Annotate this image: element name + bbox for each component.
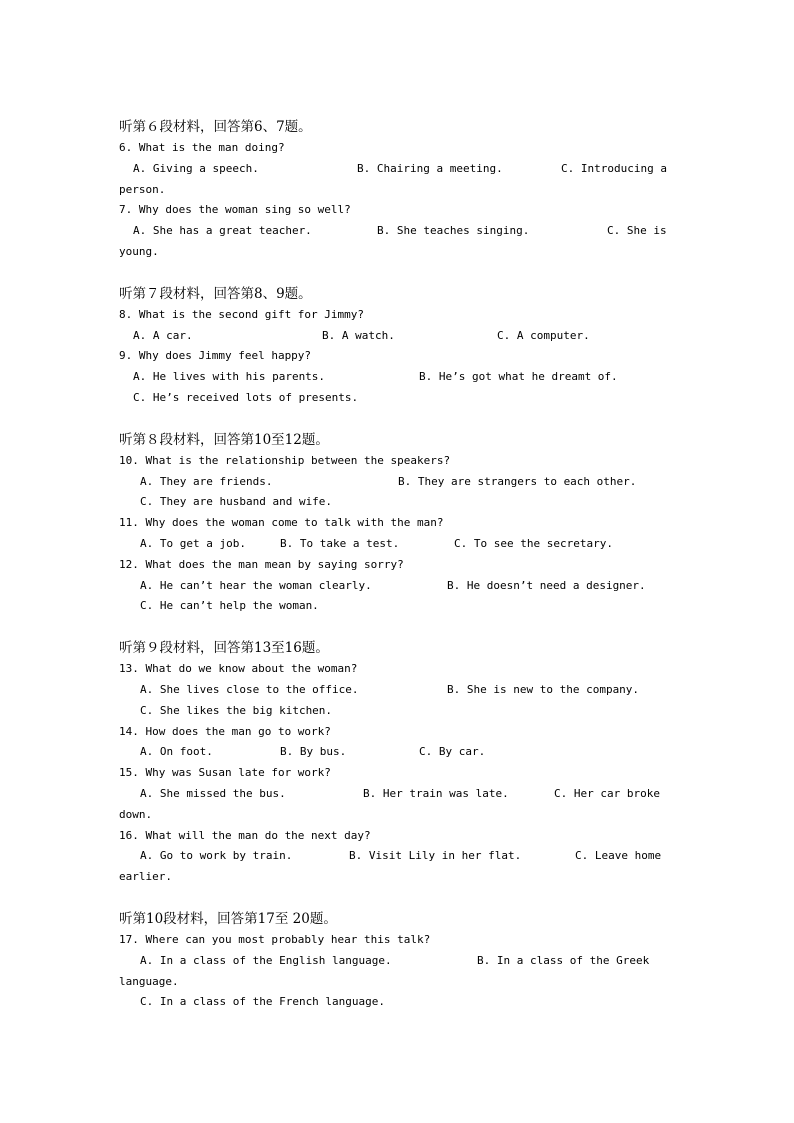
options-row [119,596,679,617]
option-c: C. To see the secretary. [454,536,613,550]
option-c: C. Leave home [575,849,662,863]
option-a: A. In a class of the English language. [140,953,392,967]
section-title: 听第９段材料，回答第13至16题。 [119,640,329,657]
question-text: 14. How does the man go to work? [119,724,331,738]
options-row [119,576,679,597]
question-text: 10. What is the relationship between the speakers? [119,453,451,467]
option-b: B. To take a test. [280,536,400,550]
options-row [119,846,679,867]
options-row [119,951,679,972]
options-row [119,326,679,347]
options-row [119,701,679,722]
section-title: 听第10段材料，回答第17至 20题。 [119,910,337,927]
options-row [119,472,679,493]
exam-page [119,117,679,1013]
section-title: 听第６段材料，回答第6、7题。 [119,119,312,135]
option-c: C. Her car broke [554,786,660,800]
options-row [119,784,679,805]
option-a: A. On foot. [140,745,213,759]
question-text: 9. Why does Jimmy feel happy? [119,349,312,363]
question-text: 17. Where can you most probably hear this talk? [119,932,431,946]
options-row [119,221,679,242]
question-text: 7. Why does the woman sing so well? [119,203,351,217]
question-text: 16. What will the man do the next day? [119,828,371,842]
option-a: A. Go to work by train. [140,849,293,863]
option-wrap: young. [119,244,159,258]
options-row [119,680,679,701]
option-b: B. Chairing a meeting. [357,161,503,175]
section-title: 听第７段材料，回答第8、9题。 [119,285,312,302]
option-a: A. She has a great teacher. [133,224,312,238]
option-a: A. A car. [133,328,193,342]
option-b: B. She teaches singing. [377,224,530,238]
option-b: B. Visit Lily in her flat. [349,849,522,863]
option-a: A. She missed the bus. [140,786,286,800]
options-row [119,159,679,180]
option-a: A. Giving a speech. [133,161,259,175]
options-row [119,534,679,555]
question-text: 12. What does the man mean by saying sorry? [119,557,404,571]
option-b: B. He doesn’t need a designer. [447,578,646,592]
options-row [119,492,679,513]
option-c: C. He’s received lots of presents. [133,390,359,404]
question-text: 6. What is the man doing? [119,141,285,154]
question-text: 13. What do we know about the woman? [119,662,358,676]
option-b: B. By bus. [280,745,347,759]
question-text: 8. What is the second gift for Jimmy? [119,307,365,321]
option-b: B. In a class of the Greek [477,953,650,967]
option-b: B. A watch. [322,328,395,342]
option-c: C. Introducing a [561,161,667,175]
option-c: C. They are husband and wife. [140,495,333,509]
option-wrap: down. [119,807,153,821]
options-row [119,992,679,1013]
option-wrap: language. [119,974,179,988]
question-text: 15. Why was Susan late for work? [119,766,331,780]
option-a: A. To get a job. [140,536,246,550]
option-a: A. He lives with his parents. [133,370,326,384]
section-title: 听第８段材料，回答第10至12题。 [119,431,329,448]
option-c: C. A computer. [497,328,590,342]
option-b: B. She is new to the company. [447,682,640,696]
option-b: B. Her train was late. [363,786,509,800]
option-c: C. In a class of the French language. [140,995,386,1009]
option-a: A. They are friends. [140,474,273,488]
option-c: C. She is [607,224,667,238]
option-a: A. She lives close to the office. [140,682,359,696]
option-wrap: earlier. [119,870,172,884]
option-c: C. She likes the big kitchen. [140,703,333,717]
option-b: B. He’s got what he dreamt of. [419,370,618,384]
option-a: A. He can’t hear the woman clearly. [140,578,372,592]
option-b: B. They are strangers to each other. [398,474,637,488]
options-row [119,742,679,763]
question-text: 11. Why does the woman come to talk with the man? [119,516,444,530]
options-row [119,367,679,388]
options-row [119,388,679,409]
option-c: C. He can’t help the woman. [140,599,319,613]
option-c: C. By car. [419,745,486,759]
option-wrap: person. [119,182,166,196]
